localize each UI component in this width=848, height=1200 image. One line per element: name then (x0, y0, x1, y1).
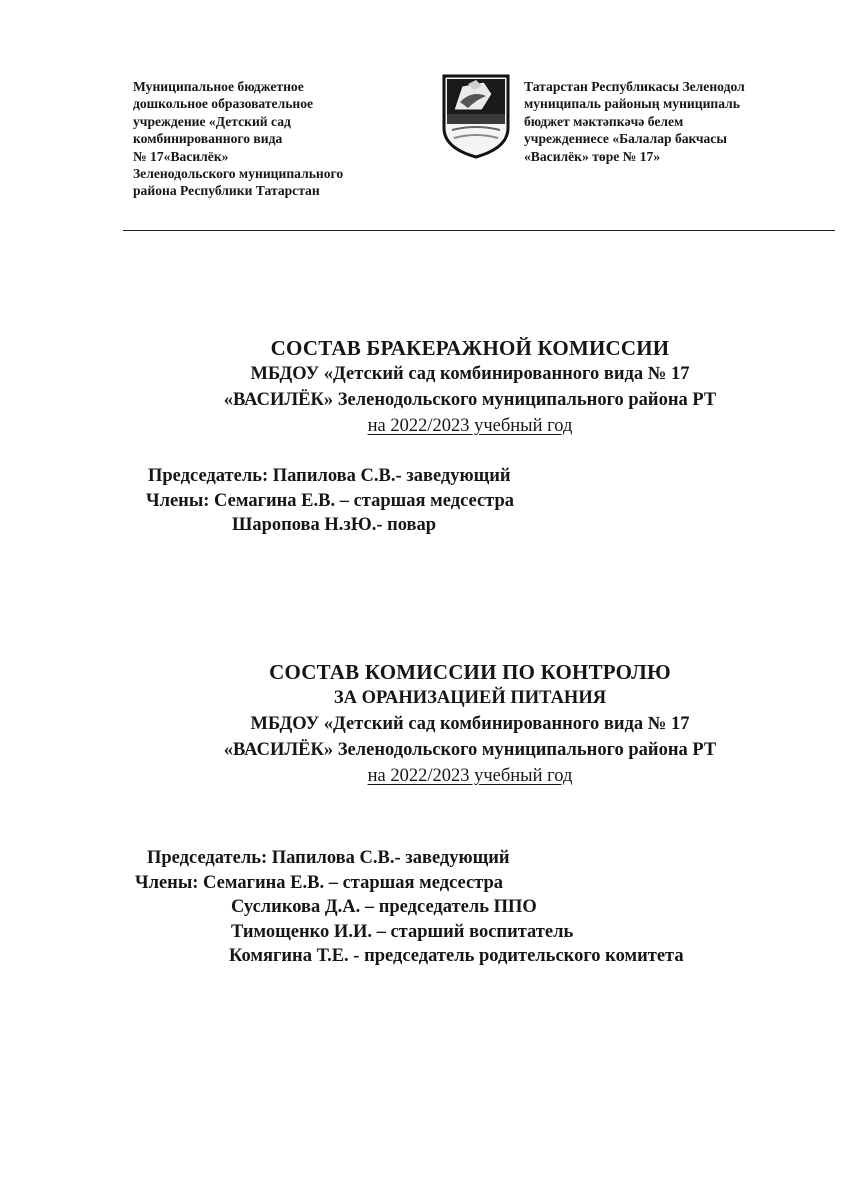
header-right-line: бюджет мәктәпкәчә белем (524, 113, 684, 129)
section2-subtitle: ЗА ОРАНИЗАЦИЕЙ ПИТАНИЯ (333, 688, 607, 708)
header-left-line: № 17«Василёк» (133, 148, 229, 164)
section1-title: СОСТАВ БРАКЕРАЖНОЙ КОМИССИИ (270, 336, 670, 360)
section1-member: Шаропова Н.зЮ.- повар (232, 515, 437, 535)
header-right-line: муниципаль районың муниципаль (524, 96, 740, 112)
header-left-line: Зеленодольского муниципального (133, 166, 344, 182)
header-right-line: «Василёк» төре № 17» (524, 148, 661, 164)
section1-members-label: Члены: Семагина Е.В. – старшая медсестра (146, 490, 515, 511)
section1-year (90, 413, 848, 439)
section1-org-line1: МБДОУ «Детский сад комбинированного вида № 17 (250, 364, 690, 384)
section2-year-text: на 2022/2023 учебный год (367, 766, 573, 786)
section1-chair: Председатель: Папилова С.В.- заведующий (148, 466, 511, 486)
header-divider (123, 230, 835, 231)
section2-title: СОСТАВ КОМИССИИ ПО КОНТРОЛЮ (269, 660, 671, 684)
coat-of-arms-icon (438, 70, 514, 160)
header-right-line: учреждениесе «Балалар бакчасы (524, 131, 727, 147)
header-left-institution (133, 78, 433, 200)
header-left-line: дошкольное образовательное (133, 96, 314, 112)
section1-members (148, 464, 514, 538)
header-left-line: учреждение «Детский сад (133, 113, 291, 129)
header-left-line: района Республики Татарстан (133, 183, 320, 199)
section1-heading (90, 336, 848, 439)
section2-members (135, 846, 684, 969)
section2-member: Комягина Т.Е. - председатель родительского комитета (229, 946, 684, 966)
section2-member: Тимощенко И.И. – старший воспитатель (231, 921, 574, 942)
section1-year-text: на 2022/2023 учебный год (367, 416, 573, 436)
section2-members-label: Члены: Семагина Е.В. – старшая медсестра (135, 872, 504, 893)
section2-year (90, 763, 848, 789)
section2-org-line2: «ВАСИЛЁК» Зеленодольского муниципального района РТ (223, 740, 717, 760)
section1-org-line2: «ВАСИЛЁК» Зеленодольского муниципального района РТ (223, 390, 717, 410)
section2-heading (90, 660, 848, 789)
header-right-line: Татарстан Республикасы Зеленодол (524, 79, 745, 94)
header-left-line: Муниципальное бюджетное (133, 79, 304, 94)
section2-chair: Председатель: Папилова С.В.- заведующий (147, 848, 510, 868)
header-right-institution (524, 78, 824, 165)
header-left-line: комбинированного вида (133, 131, 283, 147)
section2-member: Сусликова Д.А. – председатель ППО (231, 897, 537, 917)
section2-org-line1: МБДОУ «Детский сад комбинированного вида № 17 (250, 714, 690, 734)
